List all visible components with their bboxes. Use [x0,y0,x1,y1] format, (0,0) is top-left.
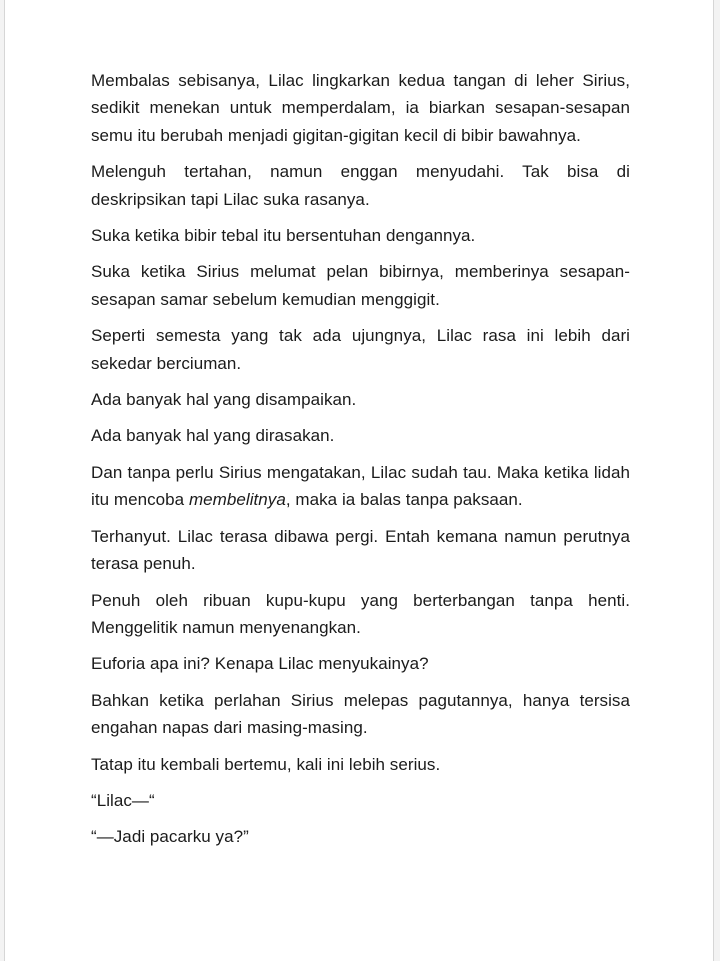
paragraph: Seperti semesta yang tak ada ujungnya, Lilac rasa ini lebih dari sekedar berciuman. [91,326,630,373]
paragraph: Penuh oleh ribuan kupu-kupu yang berterbangan tanpa henti. Menggelitik namun menyenangkan. [91,590,630,637]
paragraph: Ada banyak hal yang disampaikan. [91,390,357,410]
paragraph: Terhanyut. Lilac terasa dibawa pergi. Entah kemana namun perutnya terasa penuh. [91,526,630,574]
paragraph: Bahkan ketika perlahan Sirius melepas pagutannya, hanya tersisa engahan napas dari masing-masing. [91,690,630,738]
document-body [91,67,630,860]
paragraph: Euforia apa ini? Kenapa Lilac menyukainya? [91,654,429,674]
italic-word: membelitnya [188,490,286,510]
document-page [4,0,714,961]
paragraph: Tatap itu kembali bertemu, kali ini lebih serius. [91,754,441,774]
paragraph-text: Dan tanpa perlu Sirius mengatakan, Lilac sudah tau. Maka ketika lidah itu mencoba [91,462,630,510]
paragraph: Ada banyak hal yang dirasakan. [91,426,335,446]
dialogue-line: “Lilac—“ [91,790,155,810]
paragraph-text: , maka ia balas tanpa paksaan. [285,490,523,510]
paragraph: Melenguh tertahan, namun enggan menyudahi. Tak bisa di deskripsikan tapi Lilac suka rasanya. [91,162,630,209]
dialogue-line: “—Jadi pacarku ya?” [91,827,249,847]
paragraph: Membalas sebisanya, Lilac lingkarkan kedua tangan di leher Sirius, sedikit menekan untuk memperdalam, ia biarkan sesapan-sesapan semu itu berubah menjadi gigitan-gigitan kecil di bibir bawahnya. [91,71,630,145]
paragraph: Suka ketika bibir tebal itu bersentuhan dengannya. [91,226,476,246]
paragraph-with-italic [91,459,630,514]
paragraph: Suka ketika Sirius melumat pelan bibirnya, memberinya sesapan-sesapan samar sebelum kemudian menggigit. [91,262,630,309]
